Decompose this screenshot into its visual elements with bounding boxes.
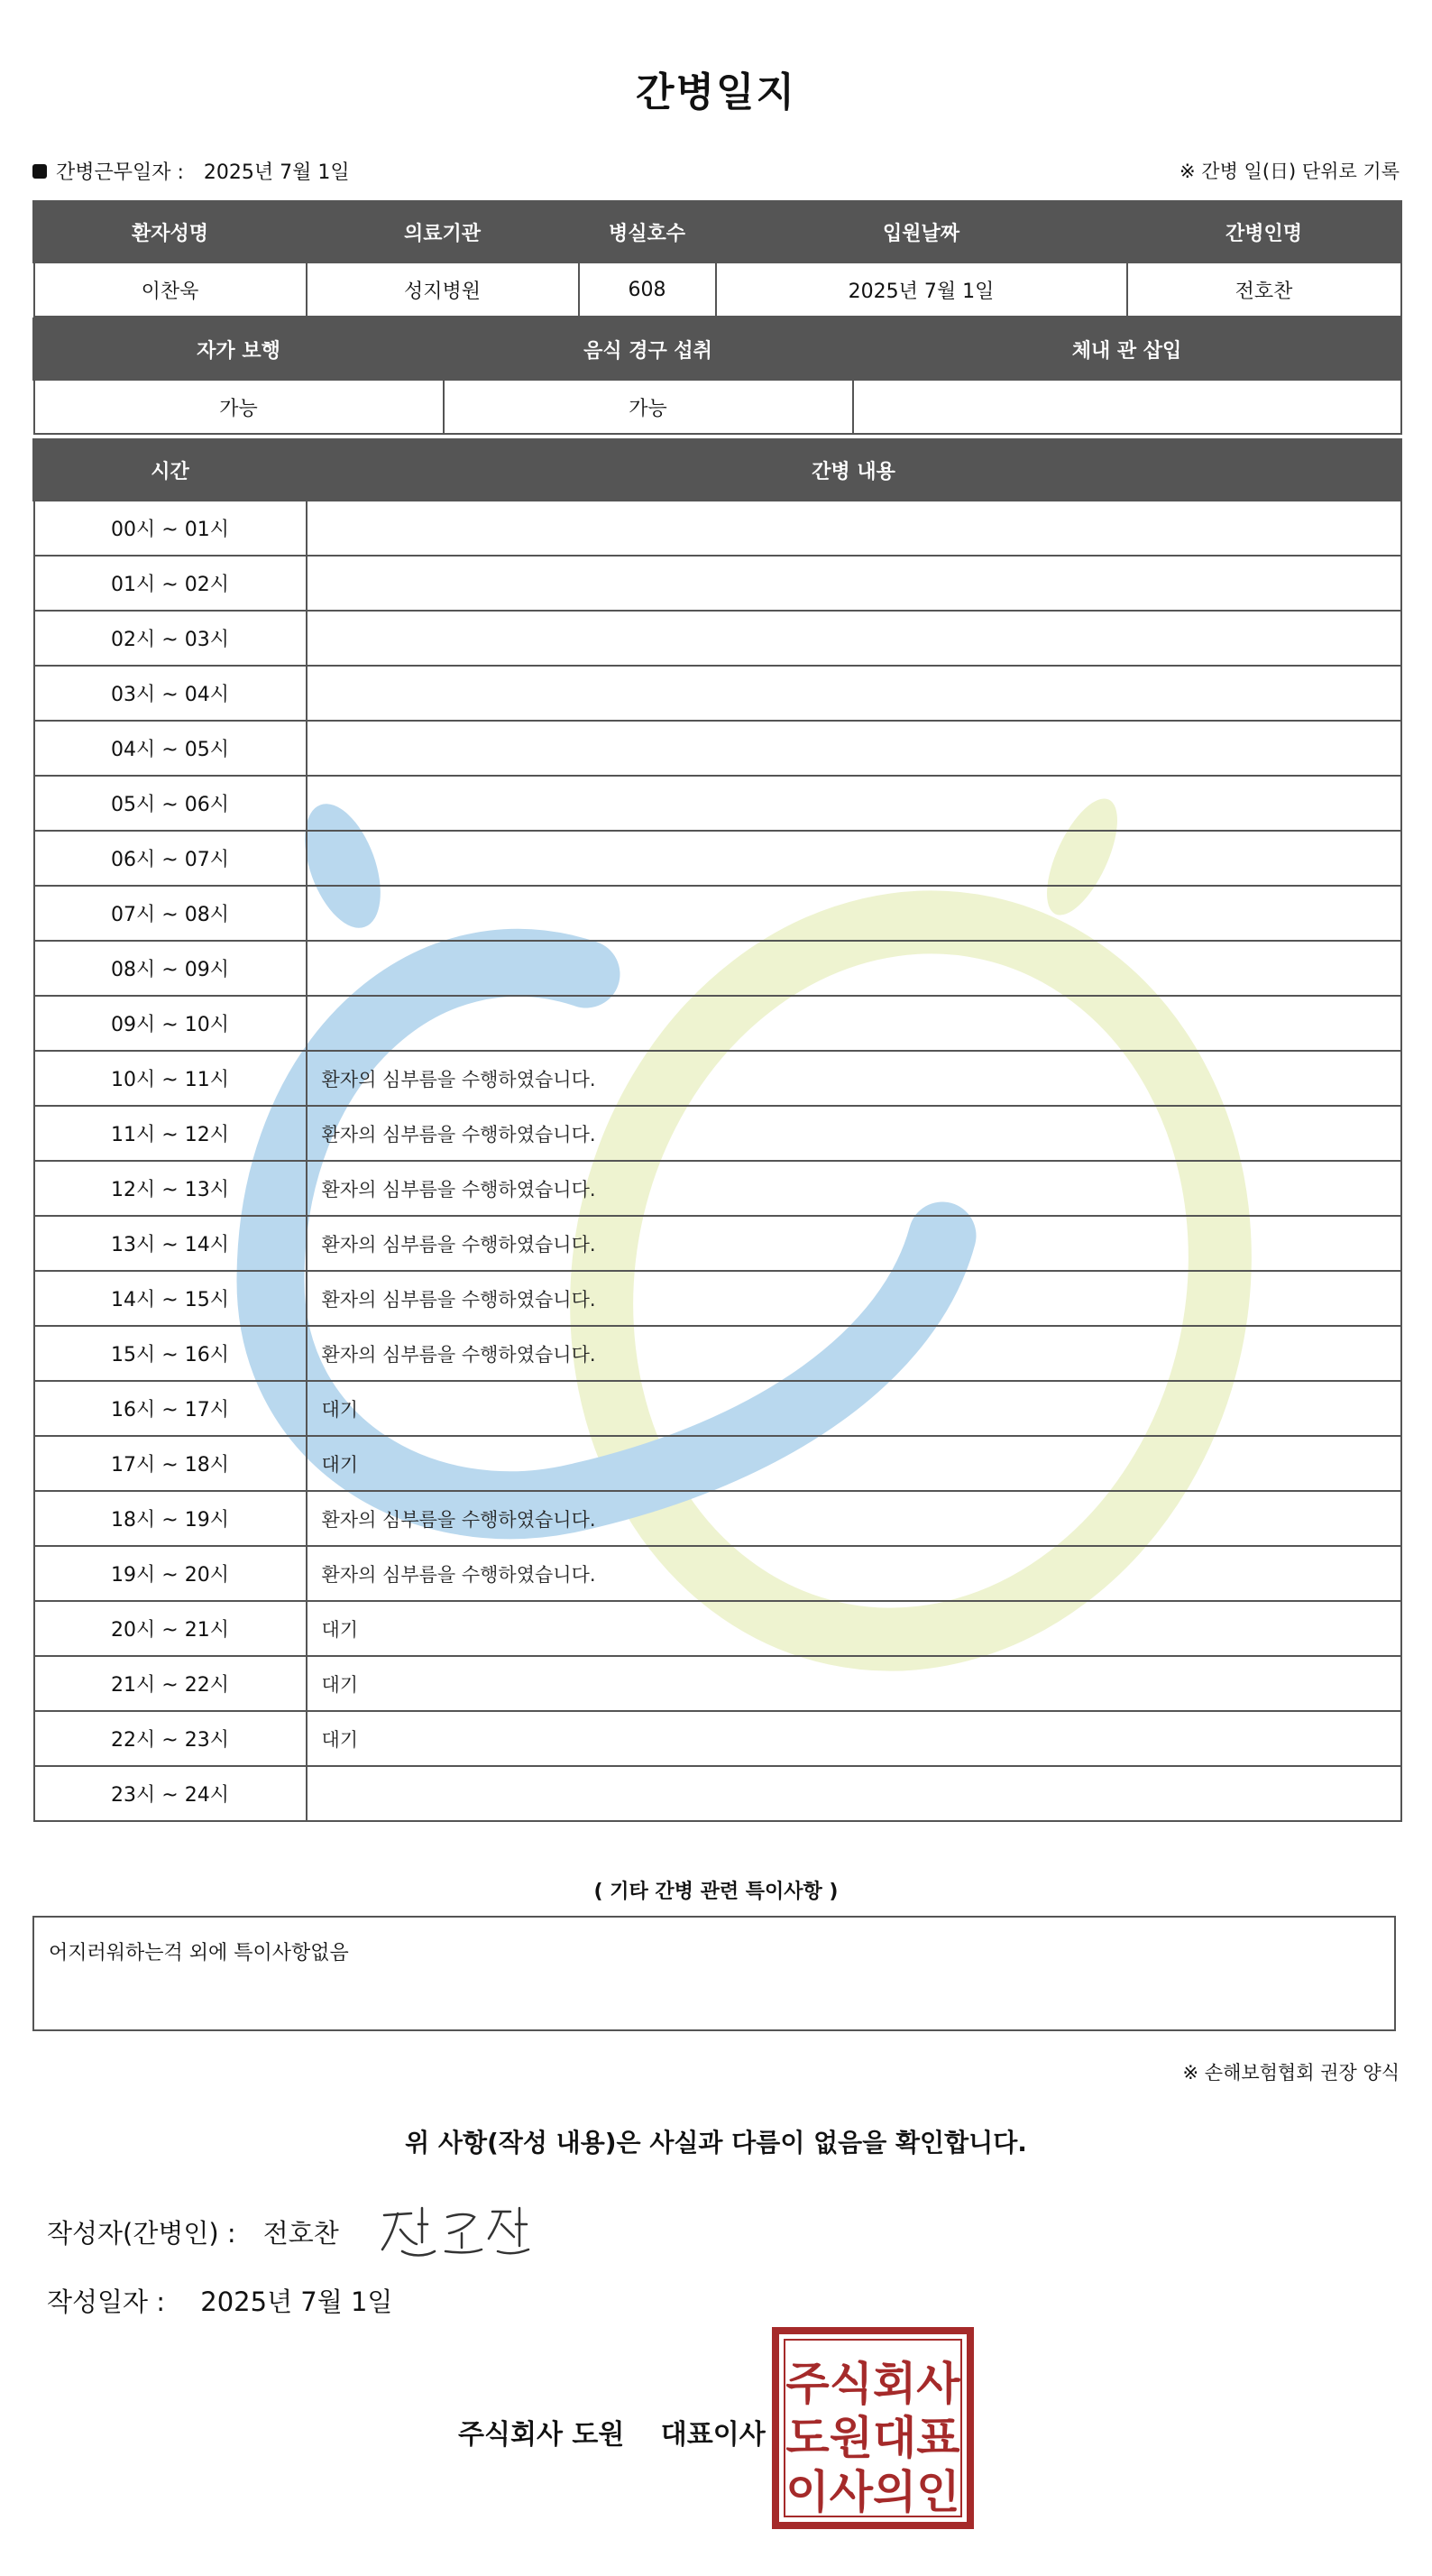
time-slot: 06시 ~ 07시 <box>34 831 307 886</box>
writer-row <box>47 2213 339 2250</box>
square-bullet-icon <box>32 164 47 179</box>
patient-ability-table <box>32 317 1402 435</box>
care-content: 환자의 심부름을 수행하였습니다. <box>307 1216 1401 1271</box>
table-row <box>34 1051 1401 1106</box>
care-content <box>307 1766 1401 1821</box>
company-seal-stamp <box>772 2327 974 2529</box>
time-slot: 08시 ~ 09시 <box>34 941 307 996</box>
table-row <box>34 886 1401 941</box>
caregiver-name: 전호찬 <box>1127 262 1401 317</box>
writer-label: 작성자(간병인) : <box>47 2218 236 2249</box>
time-slot: 14시 ~ 15시 <box>34 1271 307 1326</box>
header-room-number: 병실호수 <box>579 202 716 262</box>
table-row <box>34 1381 1401 1436</box>
table-row <box>34 611 1401 666</box>
representative-title: 대표이사 <box>660 2419 766 2451</box>
time-slot: 20시 ~ 21시 <box>34 1601 307 1656</box>
header-tube-insertion: 체내 관 삽입 <box>853 319 1401 380</box>
care-content <box>307 721 1401 776</box>
care-content <box>307 996 1401 1051</box>
patient-name: 이찬욱 <box>34 262 307 317</box>
care-content: 환자의 심부름을 수행하였습니다. <box>307 1326 1401 1381</box>
care-content <box>307 501 1401 557</box>
time-slot: 02시 ~ 03시 <box>34 611 307 666</box>
care-content <box>307 666 1401 721</box>
header-caregiver-name: 간병인명 <box>1127 202 1401 262</box>
writer-name: 전호찬 <box>262 2218 339 2249</box>
table-row <box>34 831 1401 886</box>
table-row <box>34 941 1401 996</box>
time-slot: 05시 ~ 06시 <box>34 776 307 831</box>
tube-insertion-value <box>853 380 1401 435</box>
care-content: 대기 <box>307 1711 1401 1766</box>
seal-line-2: 도원대표 <box>785 2412 960 2464</box>
table-row <box>34 556 1401 611</box>
work-date-value: 2025년 7월 1일 <box>203 161 350 184</box>
write-date-row <box>47 2282 392 2319</box>
seal-line-1: 주식회사 <box>785 2358 960 2410</box>
time-slot: 17시 ~ 18시 <box>34 1436 307 1491</box>
care-content <box>307 611 1401 666</box>
time-slot: 00시 ~ 01시 <box>34 501 307 557</box>
table-row <box>34 666 1401 721</box>
time-slot: 21시 ~ 22시 <box>34 1656 307 1711</box>
write-date-label: 작성일자 : <box>47 2286 166 2317</box>
header-care-content: 간병 내용 <box>307 440 1401 501</box>
care-content <box>307 941 1401 996</box>
header-time: 시간 <box>34 440 307 501</box>
header-hospital: 의료기관 <box>307 202 579 262</box>
hospital-name: 성지병원 <box>307 262 579 317</box>
care-content <box>307 886 1401 941</box>
time-slot: 11시 ~ 12시 <box>34 1106 307 1161</box>
table-row <box>34 1656 1401 1711</box>
header-oral-intake: 음식 경구 섭취 <box>444 319 853 380</box>
work-date <box>32 157 350 185</box>
header-admission-date: 입원날짜 <box>716 202 1127 262</box>
table-row <box>34 1546 1401 1601</box>
hourly-log-table <box>32 438 1402 1822</box>
company-signature <box>458 2412 766 2452</box>
table-row <box>34 996 1401 1051</box>
table-row <box>34 1326 1401 1381</box>
table-row <box>34 776 1401 831</box>
table-row <box>34 1491 1401 1546</box>
care-content: 환자의 심부름을 수행하였습니다. <box>307 1546 1401 1601</box>
daily-record-note: ※ 간병 일(日) 단위로 기록 <box>1180 161 1400 182</box>
self-walking-value: 가능 <box>34 380 444 435</box>
time-slot: 22시 ~ 23시 <box>34 1711 307 1766</box>
table-row <box>34 1106 1401 1161</box>
time-slot: 19시 ~ 20시 <box>34 1546 307 1601</box>
admission-date: 2025년 7월 1일 <box>716 262 1127 317</box>
time-slot: 04시 ~ 05시 <box>34 721 307 776</box>
table-row <box>34 1766 1401 1821</box>
room-number: 608 <box>579 262 716 317</box>
care-content: 환자의 심부름을 수행하였습니다. <box>307 1051 1401 1106</box>
company-name: 주식회사 도원 <box>458 2419 625 2451</box>
care-content <box>307 776 1401 831</box>
log-rows <box>34 501 1401 1822</box>
table-row <box>34 1161 1401 1216</box>
time-slot: 10시 ~ 11시 <box>34 1051 307 1106</box>
time-slot: 12시 ~ 13시 <box>34 1161 307 1216</box>
time-slot: 16시 ~ 17시 <box>34 1381 307 1436</box>
care-content: 대기 <box>307 1601 1401 1656</box>
table-row <box>34 1711 1401 1766</box>
handwritten-signature <box>375 2197 537 2269</box>
time-slot: 07시 ~ 08시 <box>34 886 307 941</box>
header-patient-name: 환자성명 <box>34 202 307 262</box>
table-row <box>34 1271 1401 1326</box>
care-content: 대기 <box>307 1381 1401 1436</box>
time-slot: 13시 ~ 14시 <box>34 1216 307 1271</box>
notes-title: ( 기타 간병 관련 특이사항 ) <box>593 1881 839 1903</box>
care-content: 대기 <box>307 1436 1401 1491</box>
patient-info-table <box>32 200 1402 317</box>
header-self-walking: 자가 보행 <box>34 319 444 380</box>
page-title: 간병일지 <box>635 69 796 115</box>
time-slot: 18시 ~ 19시 <box>34 1491 307 1546</box>
time-slot: 09시 ~ 10시 <box>34 996 307 1051</box>
time-slot: 01시 ~ 02시 <box>34 556 307 611</box>
care-content: 환자의 심부름을 수행하였습니다. <box>307 1271 1401 1326</box>
time-slot: 03시 ~ 04시 <box>34 666 307 721</box>
table-row <box>34 501 1401 557</box>
write-date-value: 2025년 7월 1일 <box>200 2286 393 2317</box>
confirmation-statement: 위 사항(작성 내용)은 사실과 다름이 없음을 확인합니다. <box>405 2128 1027 2157</box>
oral-intake-value: 가능 <box>444 380 853 435</box>
table-row <box>34 721 1401 776</box>
care-log-page <box>32 0 1400 2576</box>
care-content <box>307 556 1401 611</box>
table-row <box>34 1216 1401 1271</box>
care-content: 대기 <box>307 1656 1401 1711</box>
table-row <box>34 1601 1401 1656</box>
table-row <box>34 1436 1401 1491</box>
form-source-note: ※ 손해보험협회 권장 양식 <box>1182 2062 1400 2084</box>
time-slot: 23시 ~ 24시 <box>34 1766 307 1821</box>
care-content <box>307 831 1401 886</box>
care-content: 환자의 심부름을 수행하였습니다. <box>307 1491 1401 1546</box>
work-date-label: 간병근무일자 : <box>56 161 184 184</box>
time-slot: 15시 ~ 16시 <box>34 1326 307 1381</box>
care-content: 환자의 심부름을 수행하였습니다. <box>307 1106 1401 1161</box>
seal-line-3: 이사의인 <box>785 2466 960 2518</box>
meta-row <box>32 157 1400 189</box>
care-content: 환자의 심부름을 수행하였습니다. <box>307 1161 1401 1216</box>
notes-content: 어지러워하는걱 외에 특이사항없음 <box>32 1916 1396 2031</box>
